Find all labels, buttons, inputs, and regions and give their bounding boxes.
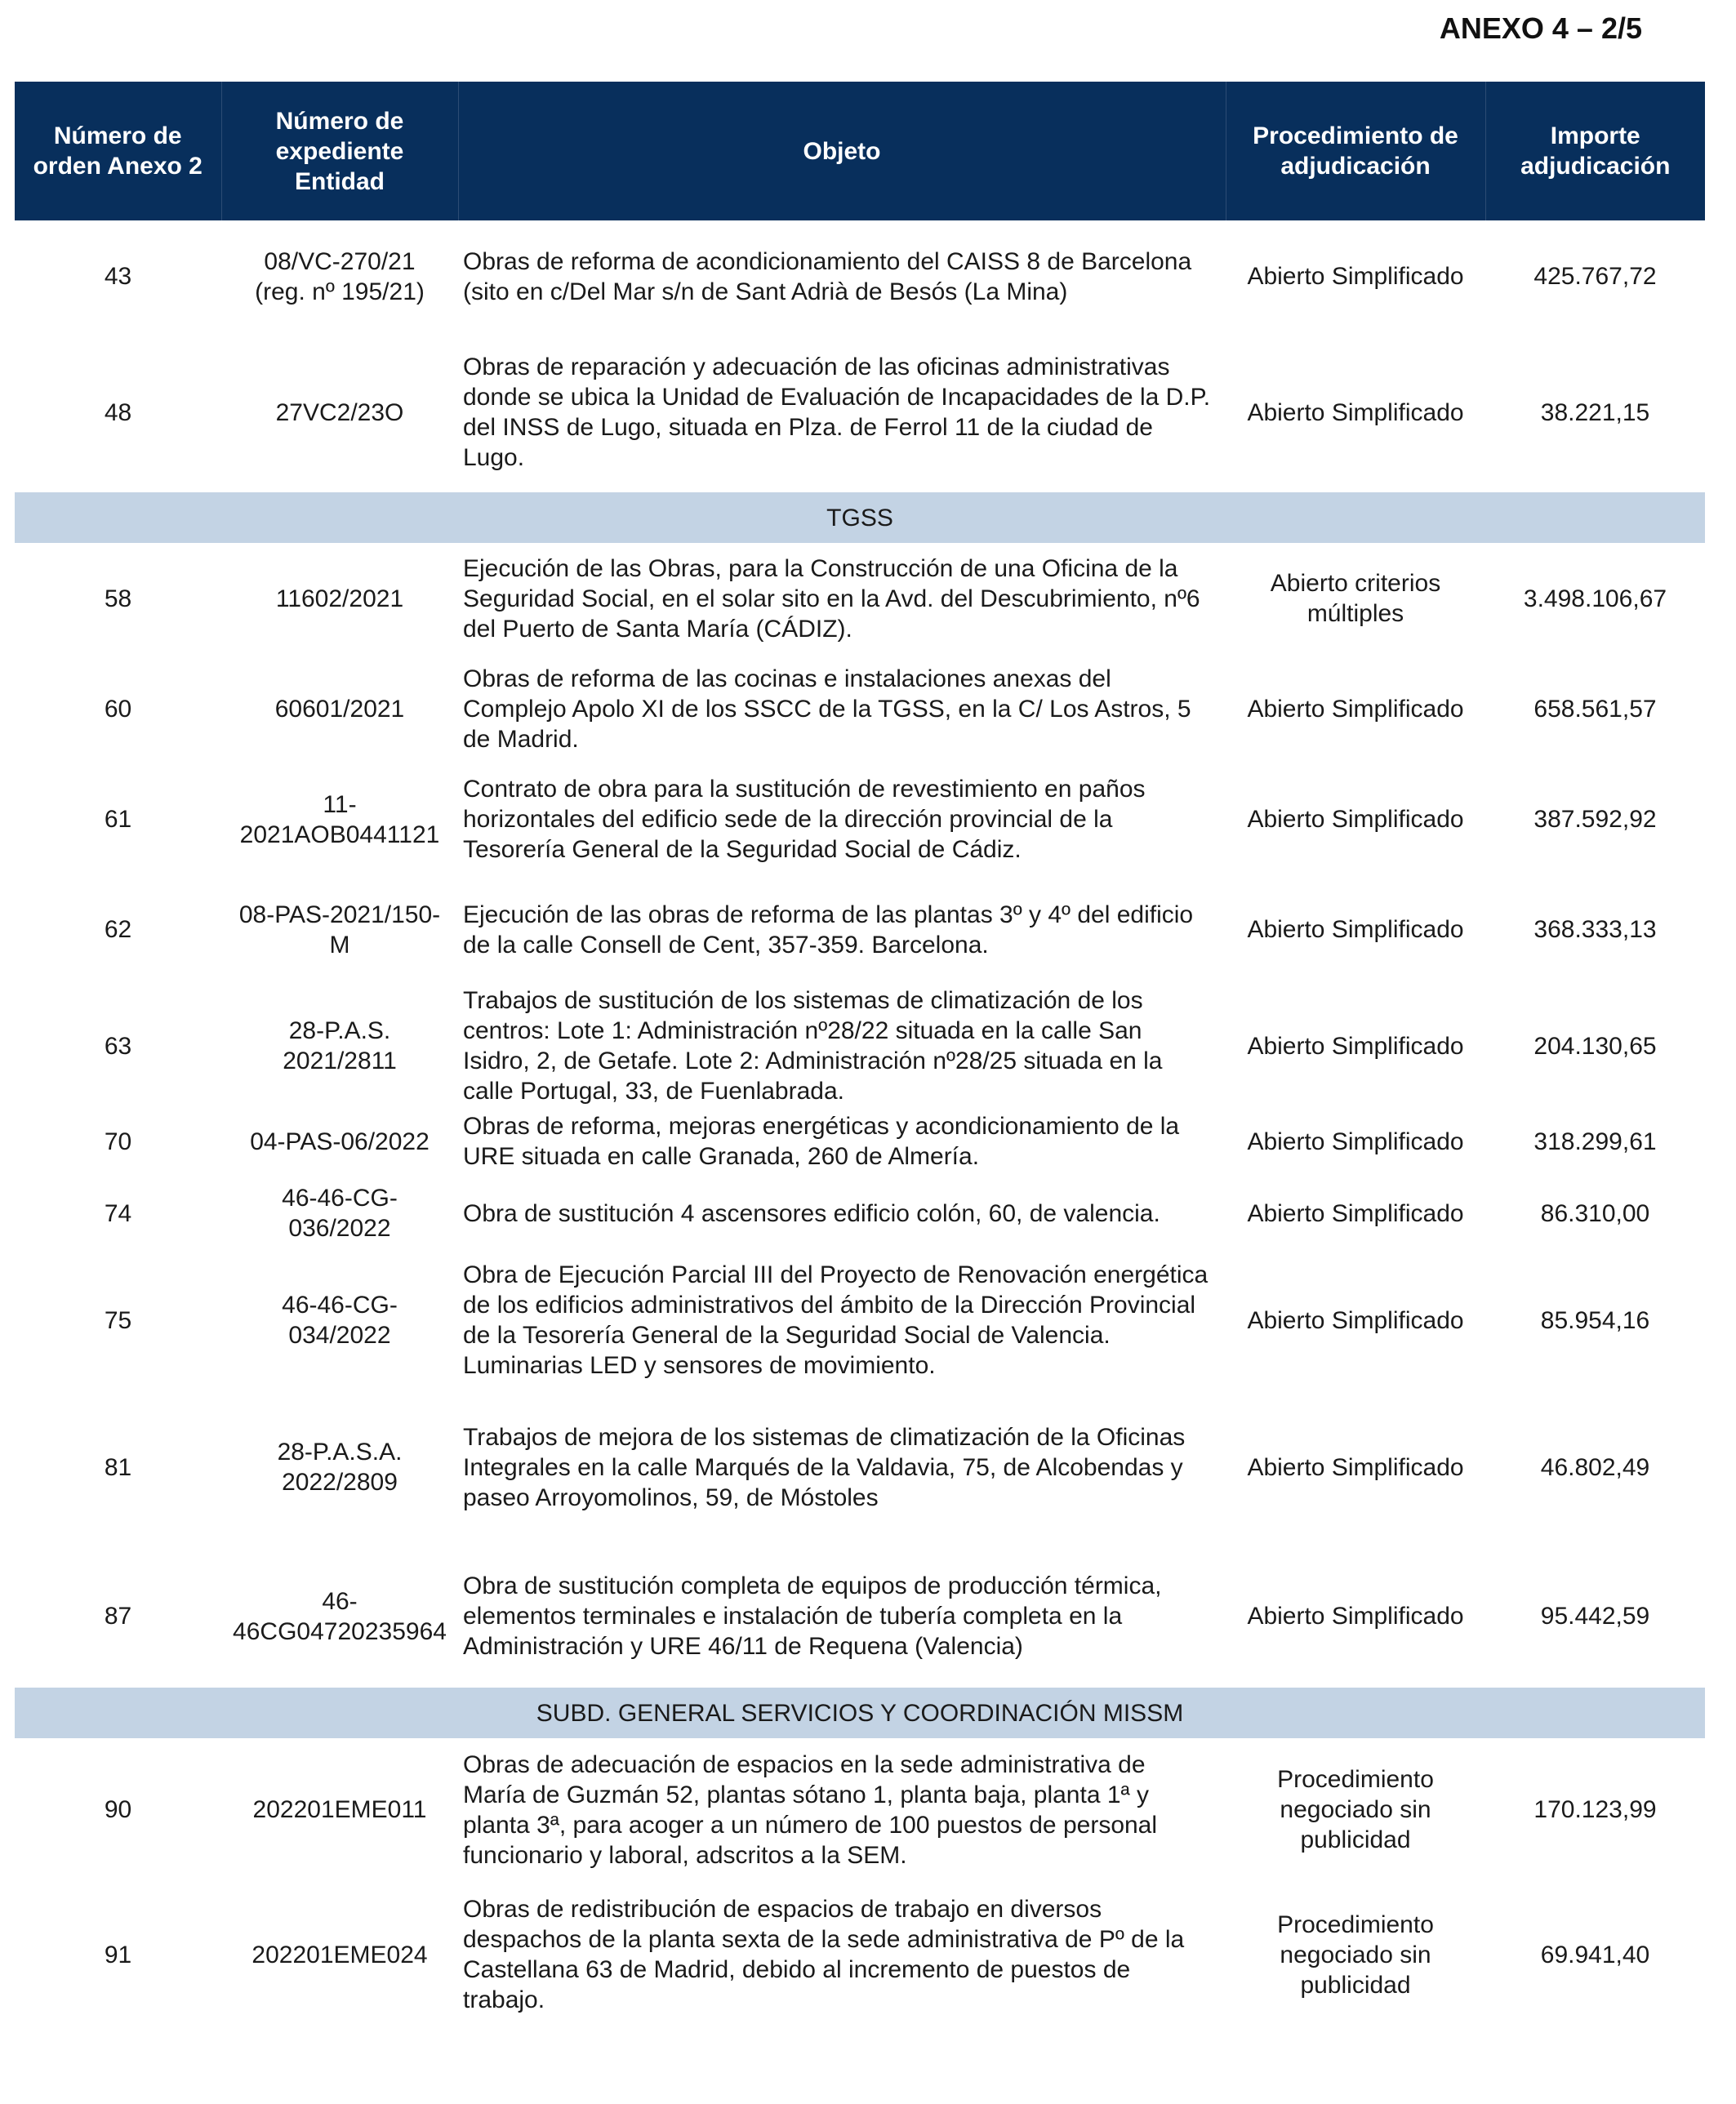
table-header-row: [15, 82, 1705, 220]
cell-objeto: Obras de reforma de las cocinas e instalaciones anexas del Complejo Apolo XI de los SSCC de la TGSS, en la C/ Los Astros, 5 de Madrid.: [463, 665, 1191, 753]
table-row: [15, 220, 1705, 332]
cell-importe: 46.802,49: [1540, 1453, 1650, 1481]
table-row: [15, 1390, 1705, 1545]
header-objeto: Objeto: [458, 82, 1226, 220]
cell-importe: 3.498.106,67: [1523, 585, 1667, 612]
cell-procedimiento: Abierto Simplificado: [1247, 263, 1464, 290]
section-title-tgss: TGSS: [15, 492, 1705, 543]
cell-expediente: 46-46-CG- 034/2022: [282, 1292, 398, 1349]
cell-expediente: 60601/2021: [274, 696, 405, 723]
cell-procedimiento: Abierto Simplificado: [1247, 1603, 1464, 1630]
cell-num: 70: [104, 1128, 132, 1155]
cell-objeto: Contrato de obra para la sustitución de revestimiento en paños horizontales del edificio sede de la dirección provincial de la Tesorería General de la Seguridad Social de Cádiz.: [463, 776, 1146, 863]
contracts-table: [15, 82, 1705, 2028]
cell-objeto: Obras de reparación y adecuación de las oficinas administrativas donde se ubica la Unidad de Evaluación de Incapacidades de la D.P. del INSS de Lugo, situada en Plza. de Ferrol 11 de la ciudad de Lugo.: [463, 354, 1211, 471]
cell-procedimiento: Abierto Simplificado: [1247, 1199, 1464, 1227]
header-procedimiento: Procedimiento de adjudicación: [1226, 82, 1485, 220]
cell-procedimiento: Abierto Simplificado: [1247, 696, 1464, 723]
cell-expediente: 27VC2/23O: [275, 398, 404, 426]
cell-expediente: 04-PAS-06/2022: [250, 1128, 430, 1155]
cell-expediente: 08/VC-270/21 (reg. nº 195/21): [255, 247, 425, 305]
cell-importe: 387.592,92: [1533, 806, 1657, 833]
cell-num: 58: [104, 585, 132, 612]
cell-expediente: 46-46-CG- 036/2022: [282, 1185, 398, 1242]
table-row: [15, 1251, 1705, 1390]
cell-objeto: Obra de sustitución completa de equipos de producción térmica, elementos terminales e instalación de tubería completa en la Administración y URE 46/11 de Requena (Valencia): [463, 1572, 1162, 1660]
cell-importe: 368.333,13: [1533, 916, 1657, 943]
section-title-missm: SUBD. GENERAL SERVICIOS Y COORDINACIÓN MISSM: [15, 1688, 1705, 1738]
cell-objeto: Ejecución de las obras de reforma de las plantas 3º y 4º del edificio de la calle Consell de Cent, 357-359. Barcelona.: [463, 901, 1194, 959]
cell-expediente: 08-PAS-2021/150- M: [238, 901, 441, 959]
cell-objeto: Obras de redistribución de espacios de trabajo en diversos despachos de la planta sexta de la sede administrativa de Pº de la Castellana 63 de Madrid, debido al incremento de puestos de trabajo.: [463, 1896, 1185, 2013]
cell-objeto: Obras de reforma, mejoras energéticas y acondicionamiento de la URE situada en calle Granada, 260 de Almería.: [463, 1113, 1180, 1170]
table-row: [15, 764, 1705, 874]
header-numero-orden: Número de orden Anexo 2: [15, 82, 221, 220]
section-row-missm: [15, 1688, 1705, 1738]
cell-importe: 170.123,99: [1533, 1796, 1657, 1823]
table-row: [15, 985, 1705, 1107]
table-row: [15, 1176, 1705, 1251]
table-row: [15, 1545, 1705, 1688]
cell-expediente: 28-P.A.S.A. 2022/2809: [277, 1439, 403, 1496]
table-row: [15, 543, 1705, 654]
cell-importe: 69.941,40: [1540, 1941, 1650, 1968]
cell-objeto: Ejecución de las Obras, para la Construcción de una Oficina de la Seguridad Social, en el solar sito en la Avd. del Descubrimiento, nº6 del Puerto de Santa María (CÁDIZ).: [463, 554, 1200, 643]
cell-importe: 95.442,59: [1540, 1603, 1650, 1630]
page-label: ANEXO 4 – 2/5: [1439, 11, 1642, 45]
cell-num: 91: [104, 1941, 132, 1968]
cell-procedimiento: Abierto Simplificado: [1247, 1032, 1464, 1060]
cell-expediente: 28-P.A.S. 2021/2811: [283, 1017, 397, 1074]
table-row: [15, 874, 1705, 985]
table-row: [15, 332, 1705, 492]
cell-objeto: Obras de reforma de acondicionamiento del CAISS 8 de Barcelona (sito en c/Del Mar s/n de Sant Adrià de Besós (La Mina): [463, 247, 1192, 305]
cell-importe: 38.221,15: [1540, 398, 1650, 426]
cell-objeto: Obra de Ejecución Parcial III del Proyecto de Renovación energética de los edificios administrativos del ámbito de la Dirección Provincial de la Tesorería General de la Seguridad Social de Valencia. Luminarias LED y sensores de movimiento.: [463, 1261, 1209, 1379]
cell-procedimiento: Abierto Simplificado: [1247, 1306, 1464, 1334]
cell-procedimiento: Abierto Simplificado: [1247, 398, 1464, 426]
cell-importe: 425.767,72: [1533, 263, 1657, 290]
table-row: [15, 1881, 1705, 2028]
cell-expediente: 11602/2021: [275, 585, 404, 612]
cell-importe: 318.299,61: [1533, 1128, 1657, 1155]
cell-num: 61: [104, 806, 132, 833]
cell-num: 74: [104, 1199, 132, 1227]
cell-num: 43: [104, 263, 132, 290]
cell-procedimiento: Abierto criterios múltiples: [1270, 570, 1441, 627]
cell-objeto: Trabajos de sustitución de los sistemas de climatización de los centros: Lote 1: Administración nº28/22 situada en la calle San Isidro, 2, de Getafe. Lote 2: Administración nº28/25 situada en la calle Portugal, 33, de Fuenlabrada.: [463, 987, 1163, 1105]
cell-expediente: 202201EME011: [252, 1796, 427, 1823]
table-row: [15, 1738, 1705, 1881]
cell-objeto: Obras de adecuación de espacios en la sede administrativa de María de Guzmán 52, plantas sótano 1, planta baja, planta 1ª y planta 3ª, para acoger a un número de 100 puestos de personal funcionario y laboral, adscritos a la SEM.: [463, 1750, 1158, 1869]
cell-importe: 204.130,65: [1533, 1032, 1657, 1060]
table-row: [15, 1107, 1705, 1176]
cell-procedimiento: Procedimiento negociado sin publicidad: [1277, 1911, 1434, 1999]
cell-procedimiento: Abierto Simplificado: [1247, 806, 1464, 833]
section-row-tgss: [15, 492, 1705, 543]
cell-num: 75: [104, 1306, 132, 1334]
cell-procedimiento: Abierto Simplificado: [1247, 916, 1464, 943]
header-numero-expediente: Número de expediente Entidad: [221, 82, 458, 220]
cell-procedimiento: Abierto Simplificado: [1247, 1453, 1464, 1481]
cell-num: 63: [104, 1032, 132, 1060]
cell-num: 81: [104, 1453, 132, 1481]
cell-num: 87: [104, 1603, 132, 1630]
cell-importe: 85.954,16: [1540, 1306, 1650, 1334]
cell-expediente: 202201EME024: [251, 1941, 428, 1968]
cell-objeto: Obra de sustitución 4 ascensores edificio colón, 60, de valencia.: [463, 1199, 1160, 1227]
cell-expediente: 46- 46CG04720235964: [233, 1587, 447, 1645]
cell-importe: 86.310,00: [1540, 1199, 1650, 1227]
cell-num: 62: [104, 916, 132, 943]
cell-procedimiento: Procedimiento negociado sin publicidad: [1277, 1766, 1434, 1853]
cell-importe: 658.561,57: [1533, 696, 1657, 723]
cell-expediente: 11- 2021AOB0441121: [239, 790, 440, 848]
cell-objeto: Trabajos de mejora de los sistemas de climatización de la Oficinas Integrales en la calle Marqués de la Valdavia, 75, de Alcobendas y paseo Arroyomolinos, 59, de Móstoles: [463, 1423, 1186, 1511]
cell-procedimiento: Abierto Simplificado: [1247, 1128, 1464, 1155]
cell-num: 48: [104, 398, 132, 426]
cell-num: 60: [104, 696, 132, 723]
header-importe: Importe adjudicación: [1485, 82, 1705, 220]
table-row: [15, 654, 1705, 764]
cell-num: 90: [104, 1796, 132, 1823]
